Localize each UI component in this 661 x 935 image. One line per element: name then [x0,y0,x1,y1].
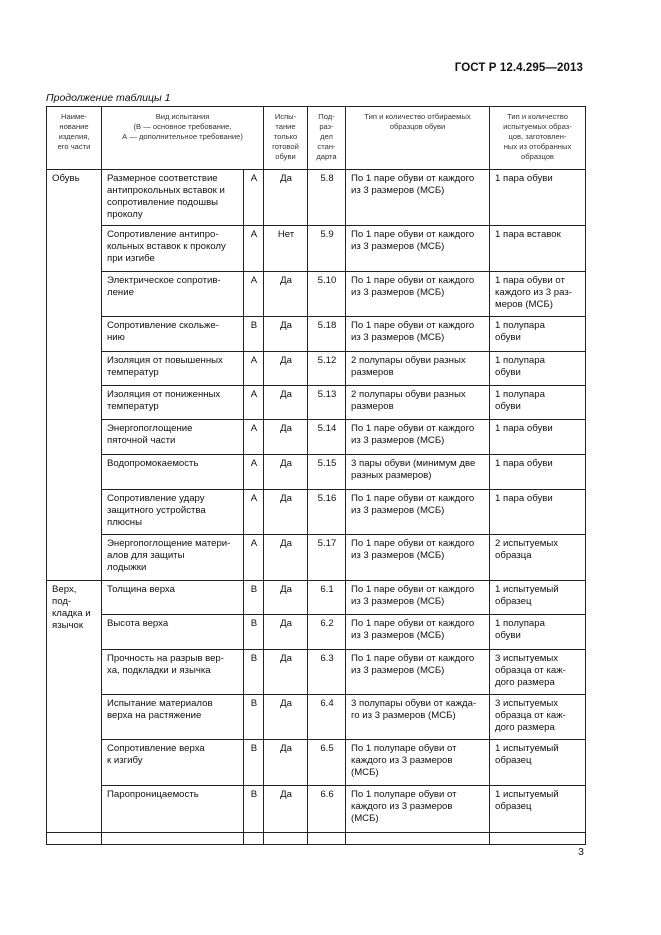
subsection-cell: 5.10 [308,272,346,317]
finished-only-cell: Да [264,581,308,615]
test-name-cell: Сопротивление скольже- нию [102,317,244,352]
document-code: ГОСТ Р 12.4.295—2013 [454,62,583,74]
samples-cell: По 1 полупаре обуви от каждого из 3 размеров (МСБ) [346,740,490,786]
empty-cell [264,833,308,845]
subsection-cell: 6.4 [308,695,346,740]
table-row [47,490,586,535]
requirement-cell: В [244,615,264,650]
finished-only-cell: Да [264,455,308,490]
test-name-cell: Высота верха [102,615,244,650]
specimens-cell: 3 испытуемых образца от каж- дого размера [490,695,586,740]
samples-cell: По 1 паре обуви от каждого из 3 размеров (МСБ) [346,535,490,581]
col-header-subsection: Под- раз- дел стан- дарта [308,107,346,170]
specimens-cell: 1 пара обуви [490,170,586,226]
subsection-cell: 6.1 [308,581,346,615]
empty-cell [244,833,264,845]
requirement-cell: А [244,352,264,386]
finished-only-cell: Да [264,695,308,740]
table-row [47,695,586,740]
specimens-cell: 1 испытуемый образец [490,740,586,786]
test-name-cell: Энергопоглощение пяточной части [102,420,244,455]
item-category-cell: Верх, под- кладка и язычок [47,581,102,833]
table-row [47,740,586,786]
specimens-cell: 1 пара обуви [490,490,586,535]
samples-cell: По 1 паре обуви от каждого из 3 размеров (МСБ) [346,170,490,226]
col-header-item: Наиме- нование изделия, его части [47,107,102,170]
test-name-cell: Электрическое сопротив- ление [102,272,244,317]
table-caption: Продолжение таблицы 1 [46,92,171,104]
finished-only-cell: Да [264,352,308,386]
subsection-cell: 6.6 [308,786,346,833]
table-row [47,170,586,226]
table-row [47,581,586,615]
subsection-cell: 6.3 [308,650,346,695]
requirement-cell: А [244,226,264,272]
subsection-cell: 5.17 [308,535,346,581]
finished-only-cell: Да [264,170,308,226]
requirement-cell: А [244,272,264,317]
subsection-cell: 5.8 [308,170,346,226]
finished-only-cell: Да [264,740,308,786]
table-spacer-row [47,833,586,845]
requirement-cell: А [244,420,264,455]
finished-only-cell: Да [264,535,308,581]
table-row [47,420,586,455]
specimens-cell: 1 испытуемый образец [490,581,586,615]
test-name-cell: Размерное соответствие антипрокольных вставок и сопротивление подошвы проколу [102,170,244,226]
empty-cell [346,833,490,845]
col-header-specimens: Тип и количество испытуемых образ- цов, заготовлен- ных из отобранных образцов [490,107,586,170]
test-name-cell: Изоляция от повышенных температур [102,352,244,386]
col-header-test-type: Вид испытания (В — основное требование, А — дополнительное требование) [102,107,264,170]
requirement-cell: В [244,786,264,833]
samples-cell: По 1 паре обуви от каждого из 3 размеров (МСБ) [346,226,490,272]
specimens-cell: 1 пара обуви [490,420,586,455]
col-header-finished-only: Испы- тание только готовой обуви [264,107,308,170]
test-name-cell: Изоляция от пониженных температур [102,386,244,420]
samples-cell: По 1 паре обуви от каждого из 3 размеров (МСБ) [346,317,490,352]
requirement-cell: В [244,317,264,352]
table-row [47,455,586,490]
specimens-cell: 1 полупара обуви [490,352,586,386]
empty-cell [102,833,244,845]
table-row [47,317,586,352]
finished-only-cell: Да [264,650,308,695]
specimens-cell: 2 испытуемых образца [490,535,586,581]
requirement-cell: А [244,170,264,226]
table-row [47,386,586,420]
subsection-cell: 5.14 [308,420,346,455]
col-header-samples: Тип и количество отбираемых образцов обуви [346,107,490,170]
specimens-cell: 1 испытуемый образец [490,786,586,833]
test-name-cell: Сопротивление удару защитного устройства плюсны [102,490,244,535]
specimens-cell: 1 полупара обуви [490,317,586,352]
requirement-cell: А [244,455,264,490]
test-name-cell: Водопромокаемость [102,455,244,490]
finished-only-cell: Да [264,615,308,650]
subsection-cell: 6.2 [308,615,346,650]
samples-cell: 2 полупары обуви разных размеров [346,352,490,386]
test-name-cell: Сопротивление антипро- кольных вставок к проколу при изгибе [102,226,244,272]
finished-only-cell: Да [264,272,308,317]
subsection-cell: 5.15 [308,455,346,490]
specimens-cell: 1 пара обуви [490,455,586,490]
subsection-cell: 5.16 [308,490,346,535]
samples-cell: 3 пары обуви (минимум две разных размеров) [346,455,490,490]
test-name-cell: Сопротивление верха к изгибу [102,740,244,786]
table-header-row [47,107,586,170]
test-name-cell: Паропроницаемость [102,786,244,833]
test-table [46,106,586,845]
empty-cell [490,833,586,845]
finished-only-cell: Да [264,420,308,455]
subsection-cell: 6.5 [308,740,346,786]
page-number: 3 [578,846,584,858]
finished-only-cell: Да [264,786,308,833]
samples-cell: По 1 паре обуви от каждого из 3 размеров (МСБ) [346,420,490,455]
subsection-cell: 5.12 [308,352,346,386]
empty-cell [47,833,102,845]
requirement-cell: А [244,535,264,581]
item-category-cell: Обувь [47,170,102,581]
samples-cell: По 1 паре обуви от каждого из 3 размеров (МСБ) [346,650,490,695]
samples-cell: По 1 полупаре обуви от каждого из 3 размеров (МСБ) [346,786,490,833]
samples-cell: 3 полупары обуви от кажда- го из 3 размеров (МСБ) [346,695,490,740]
table-row [47,615,586,650]
samples-cell: По 1 паре обуви от каждого из 3 размеров (МСБ) [346,272,490,317]
specimens-cell: 1 пара вставок [490,226,586,272]
requirement-cell: А [244,386,264,420]
test-name-cell: Прочность на разрыв вер- ха, подкладки и язычка [102,650,244,695]
table-row [47,786,586,833]
test-name-cell: Испытание материалов верха на растяжение [102,695,244,740]
requirement-cell: В [244,581,264,615]
samples-cell: По 1 паре обуви от каждого из 3 размеров (МСБ) [346,615,490,650]
requirement-cell: В [244,740,264,786]
finished-only-cell: Нет [264,226,308,272]
table-row [47,352,586,386]
table-row [47,535,586,581]
table-row [47,650,586,695]
finished-only-cell: Да [264,490,308,535]
samples-cell: По 1 паре обуви от каждого из 3 размеров (МСБ) [346,490,490,535]
specimens-cell: 1 полупара обуви [490,386,586,420]
samples-cell: 2 полупары обуви разных размеров [346,386,490,420]
test-name-cell: Толщина верха [102,581,244,615]
finished-only-cell: Да [264,317,308,352]
table-body [47,170,586,845]
test-name-cell: Энергопоглощение матери- алов для защиты лодыжки [102,535,244,581]
subsection-cell: 5.9 [308,226,346,272]
specimens-cell: 1 полупара обуви [490,615,586,650]
subsection-cell: 5.13 [308,386,346,420]
empty-cell [308,833,346,845]
finished-only-cell: Да [264,386,308,420]
requirement-cell: В [244,650,264,695]
table-row [47,272,586,317]
samples-cell: По 1 паре обуви от каждого из 3 размеров (МСБ) [346,581,490,615]
requirement-cell: А [244,490,264,535]
specimens-cell: 1 пара обуви от каждого из 3 раз- меров (МСБ) [490,272,586,317]
specimens-cell: 3 испытуемых образца от каж- дого размера [490,650,586,695]
table-row [47,226,586,272]
subsection-cell: 5.18 [308,317,346,352]
requirement-cell: В [244,695,264,740]
